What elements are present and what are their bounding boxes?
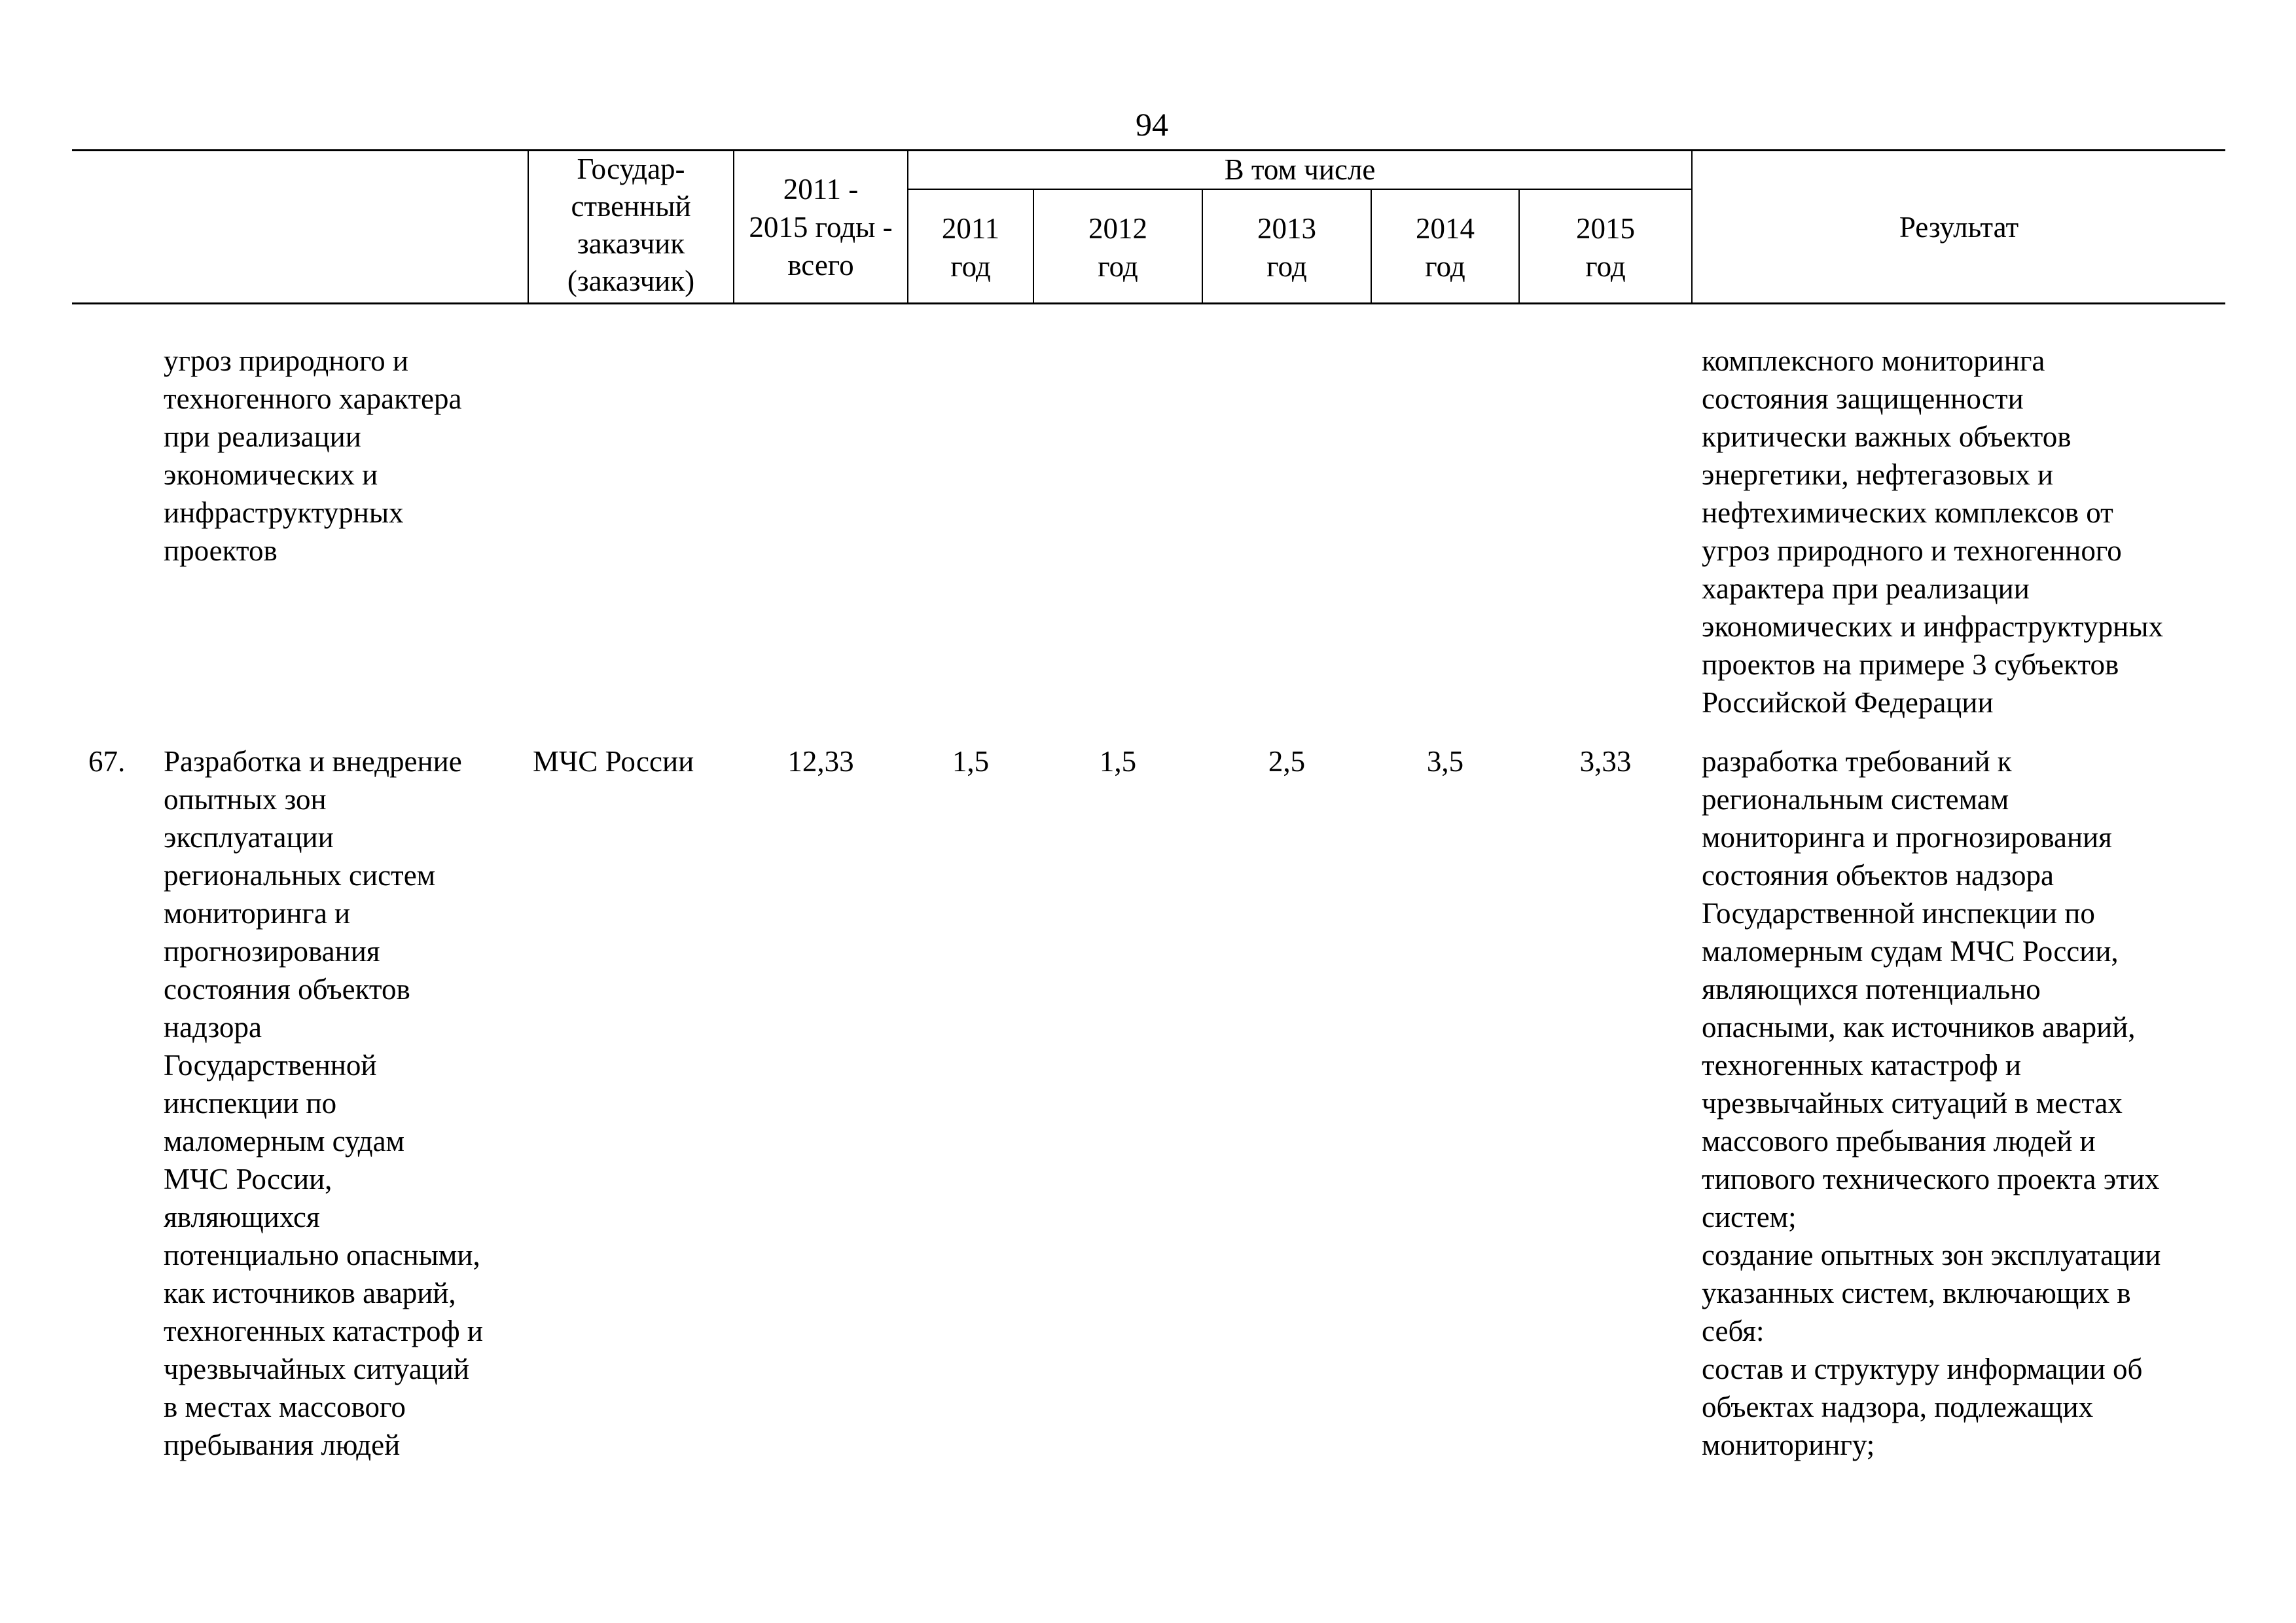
continuation-result-line: критически важных объектов <box>1702 420 2072 453</box>
row-67-name-line: Разработка и внедрение <box>164 745 462 778</box>
row-67-name-line: техногенных катастроф и <box>164 1315 483 1347</box>
continuation-name-line: при реализации <box>164 420 361 453</box>
row-67-result-line: состояния объектов надзора <box>1702 859 2054 892</box>
row-67-2015: 3,33 <box>1579 745 1632 778</box>
row-67-name-line: мониторинга и <box>164 897 351 930</box>
header-year-unit: год <box>1098 250 1138 283</box>
header-year-unit: год <box>1585 250 1626 283</box>
continuation-result-line: угроз природного и техногенного <box>1702 534 2122 567</box>
row-67-result <box>1702 742 2225 1464</box>
header-customer-line: заказчик <box>577 227 685 260</box>
including-rule <box>907 189 1693 190</box>
row-67-result-line: массового пребывания людей и <box>1702 1125 2096 1158</box>
header-year-2013 <box>1203 210 1371 285</box>
continuation-name-line: техногенного характера <box>164 382 462 415</box>
row-67-name-line: инспекции по <box>164 1087 337 1120</box>
header-year-label: 2013 <box>1257 212 1316 245</box>
continuation-result-line: комплексного мониторинга <box>1702 344 2045 377</box>
row-67-name-line: являющихся <box>164 1201 320 1233</box>
header-year-2014 <box>1372 210 1518 285</box>
row-67-result-line: маломерным судам МЧС России, <box>1702 935 2119 968</box>
row-67-result-line: разработка требований к <box>1702 745 2012 778</box>
row-67-result-line: себя: <box>1702 1315 1765 1347</box>
continuation-result-line: экономических и инфраструктурных <box>1702 610 2163 643</box>
page-number: 94 <box>1136 106 1168 143</box>
row-67-name <box>164 742 530 1464</box>
row-67-name-line: пребывания людей <box>164 1429 401 1461</box>
continuation-name-line: угроз природного и <box>164 344 408 377</box>
row-67-name-line: надзора <box>164 1011 262 1044</box>
header-year-label: 2015 <box>1576 212 1635 245</box>
header-customer <box>529 151 733 300</box>
row-67-2011: 1,5 <box>952 745 990 778</box>
row-67-result-line: являющихся потенциально <box>1702 973 2041 1006</box>
continuation-name-line: проектов <box>164 534 278 567</box>
row-67-total: 12,33 <box>787 745 854 778</box>
row-67-name-line: маломерным судам <box>164 1125 405 1158</box>
header-customer-line: Государ- <box>577 153 685 185</box>
row-67-2012: 1,5 <box>1099 745 1137 778</box>
row-67-customer: МЧС России <box>533 745 694 778</box>
row-67-name-line: потенциально опасными, <box>164 1239 480 1271</box>
continuation-result-line: нефтехимических комплексов от <box>1702 496 2113 529</box>
header-year-unit: год <box>1266 250 1307 283</box>
continuation-result-line: проектов на примере 3 субъектов <box>1702 648 2119 681</box>
row-67-name-line: прогнозирования <box>164 935 380 968</box>
header-result: Результат <box>1899 211 2019 244</box>
header-year-label: 2011 <box>941 212 1000 245</box>
continuation-name-line: инфраструктурных <box>164 496 404 529</box>
continuation-name <box>164 342 517 570</box>
row-67-result-line: опасными, как источников аварий, <box>1702 1011 2136 1044</box>
row-67-result-line: мониторингу; <box>1702 1429 1875 1461</box>
continuation-result-line: характера при реализации <box>1702 572 2030 605</box>
row-67-name-line: Государственной <box>164 1049 377 1082</box>
header-including: В том числе <box>1224 153 1376 186</box>
continuation-result-line: энергетики, нефтегазовых и <box>1702 458 2054 491</box>
row-67-result-line: Государственной инспекции по <box>1702 897 2095 930</box>
continuation-result-line: Российской Федерации <box>1702 686 1994 719</box>
continuation-name-line: экономических и <box>164 458 378 491</box>
header-total <box>734 170 907 284</box>
row-67-result-line: типового технического проекта этих <box>1702 1163 2160 1195</box>
header-total-line: 2011 - <box>783 173 859 206</box>
header-year-unit: год <box>1425 250 1465 283</box>
row-67-result-line: техногенных катастроф и <box>1702 1049 2021 1082</box>
header-total-line: 2015 годы - <box>749 211 893 244</box>
header-year-2012 <box>1034 210 1202 285</box>
row-67-name-line: чрезвычайных ситуаций <box>164 1353 469 1385</box>
header-year-unit: год <box>950 250 991 283</box>
row-67-name-line: как источников аварий, <box>164 1277 456 1309</box>
continuation-result-line: состояния защищенности <box>1702 382 2024 415</box>
header-customer-line: ственный <box>571 190 691 223</box>
row-67-result-line: чрезвычайных ситуаций в местах <box>1702 1087 2123 1120</box>
header-bottom-rule <box>72 302 2225 304</box>
row-67-name-line: МЧС России, <box>164 1163 332 1195</box>
row-67-name-line: региональных систем <box>164 859 436 892</box>
row-67-result-line: создание опытных зон эксплуатации <box>1702 1239 2161 1271</box>
row-67-result-line: указанных систем, включающих в <box>1702 1277 2131 1309</box>
row-67-result-line: объектах надзора, подлежащих <box>1702 1391 2094 1423</box>
row-67-name-line: эксплуатации <box>164 821 334 854</box>
header-year-label: 2012 <box>1088 212 1147 245</box>
header-year-2015 <box>1520 210 1691 285</box>
row-67-2014: 3,5 <box>1426 745 1464 778</box>
header-year-2011 <box>908 210 1033 285</box>
row-67-number: 67. <box>88 745 126 778</box>
row-67-result-line: мониторинга и прогнозирования <box>1702 821 2112 854</box>
row-67-name-line: в местах массового <box>164 1391 406 1423</box>
row-67-result-line: региональным системам <box>1702 783 2009 816</box>
row-67-name-line: состояния объектов <box>164 973 410 1006</box>
continuation-result <box>1702 342 2225 721</box>
header-customer-line: (заказчик) <box>567 264 695 297</box>
header-total-line: всего <box>787 249 854 282</box>
row-67-2013: 2,5 <box>1268 745 1306 778</box>
header-year-label: 2014 <box>1416 212 1475 245</box>
row-67-result-line: состав и структуру информации об <box>1702 1353 2143 1385</box>
row-67-result-line: систем; <box>1702 1201 1797 1233</box>
row-67-name-line: опытных зон <box>164 783 327 816</box>
